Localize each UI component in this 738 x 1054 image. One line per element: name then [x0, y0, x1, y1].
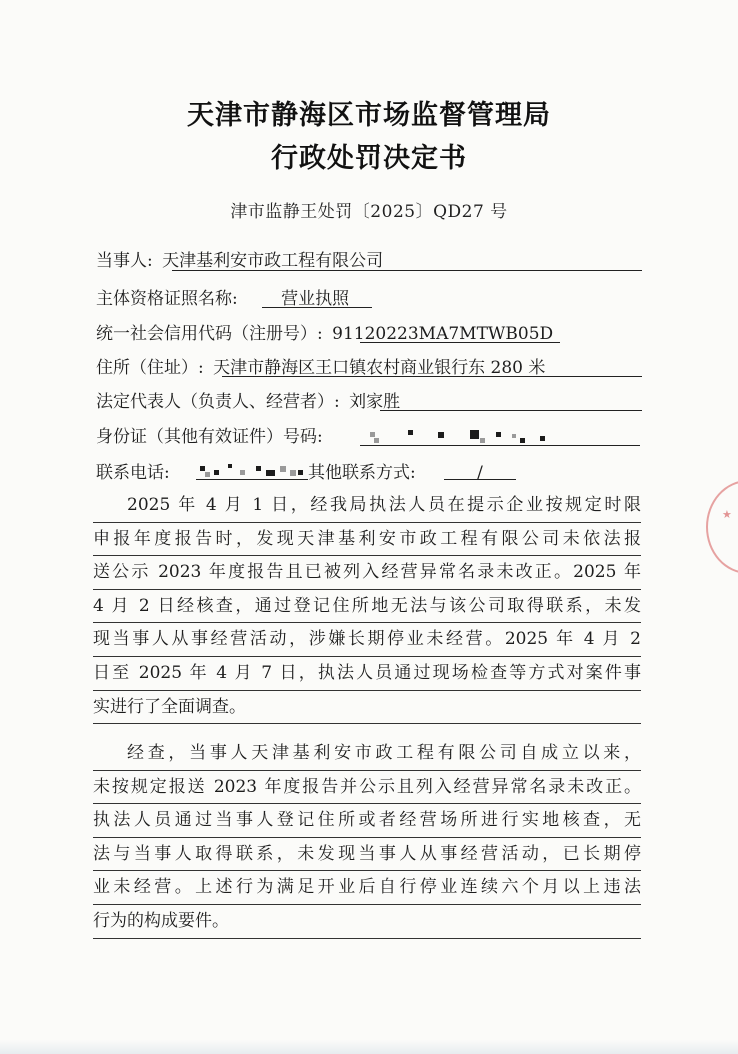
findings-line: 执法人员通过当事人登记住所或者经营场所进行实地核查，无 — [93, 804, 641, 838]
findings-line: 业未经营。上述行为满足开业后自行停业连续六个月以上违法 — [93, 871, 641, 905]
legal-rep-underline — [380, 410, 642, 411]
address-label: 住所（住址）: — [96, 358, 204, 378]
other-contact-field — [308, 458, 483, 484]
facts-line: 日至 2025 年 4 月 7 日，执法人员通过现场检查等方式对案件事 — [93, 657, 641, 691]
legal-rep-field — [96, 387, 400, 413]
facts-line: 4 月 2 日经核查，通过登记住所地无法与该公司取得联系，未发 — [93, 590, 641, 624]
findings-line: 法与当事人取得联系，未发现当事人从事经营活动，已长期停 — [93, 838, 641, 872]
license-label: 主体资格证照名称: — [96, 289, 238, 309]
other-contact-label: 其他联系方式: — [308, 463, 416, 483]
facts-paragraph — [93, 489, 641, 724]
document-title-agency: 天津市静海区市场监督管理局 — [187, 100, 551, 131]
findings-line: 行为的构成要件。 — [93, 905, 641, 939]
phone-underline — [196, 479, 308, 480]
findings-line: 未按规定报送 2023 年度报告并公示且列入经营异常名录未改正。 — [93, 771, 641, 805]
official-seal-fragment: ★ — [706, 480, 738, 574]
license-underline — [262, 307, 372, 308]
id-label: 身份证（其他有效证件）号码: — [96, 427, 323, 447]
party-value: 天津基利安市政工程有限公司 — [162, 251, 384, 271]
address-value: 天津市静海区王口镇农村商业银行东 280 米 — [213, 358, 546, 378]
document-title-type: 行政处罚决定书 — [271, 143, 467, 174]
facts-line: 实进行了全面调查。 — [93, 691, 641, 725]
other-contact-value: / — [477, 463, 483, 483]
other-contact-underline — [444, 479, 516, 480]
party-field — [96, 246, 383, 272]
findings-line: 经查，当事人天津基利安市政工程有限公司自成立以来， — [93, 737, 641, 771]
facts-line: 现当事人从事经营活动，涉嫌长期停业未经营。2025 年 4 月 2 — [93, 623, 641, 657]
credit-code-label: 统一社会信用代码（注册号）: — [96, 324, 323, 344]
id-underline — [360, 445, 640, 446]
party-underline — [172, 270, 642, 271]
facts-line: 2025 年 4 月 1 日，经我局执法人员在提示企业按规定时限 — [93, 489, 641, 523]
credit-code-value: 91120223MA7MTWB05D — [332, 324, 554, 344]
facts-line: 申报年度报告时，发现天津基利安市政工程有限公司未依法报 — [93, 523, 641, 557]
findings-paragraph — [93, 737, 641, 939]
id-field — [96, 422, 323, 448]
license-value: 营业执照 — [281, 289, 350, 309]
credit-code-underline — [360, 342, 560, 343]
address-underline — [222, 376, 642, 377]
legal-rep-value: 刘家胜 — [349, 392, 401, 412]
page-bottom-edge — [0, 1040, 738, 1054]
party-label: 当事人: — [96, 251, 153, 271]
document-number: 津市监静王处罚〔2025〕QD27 号 — [230, 202, 508, 222]
facts-line: 送公示 2023 年度报告且已被列入经营异常名录未改正。2025 年 — [93, 556, 641, 590]
legal-rep-label: 法定代表人（负责人、经营者）: — [96, 392, 340, 412]
phone-label: 联系电话: — [96, 463, 170, 483]
phone-field — [96, 458, 170, 484]
